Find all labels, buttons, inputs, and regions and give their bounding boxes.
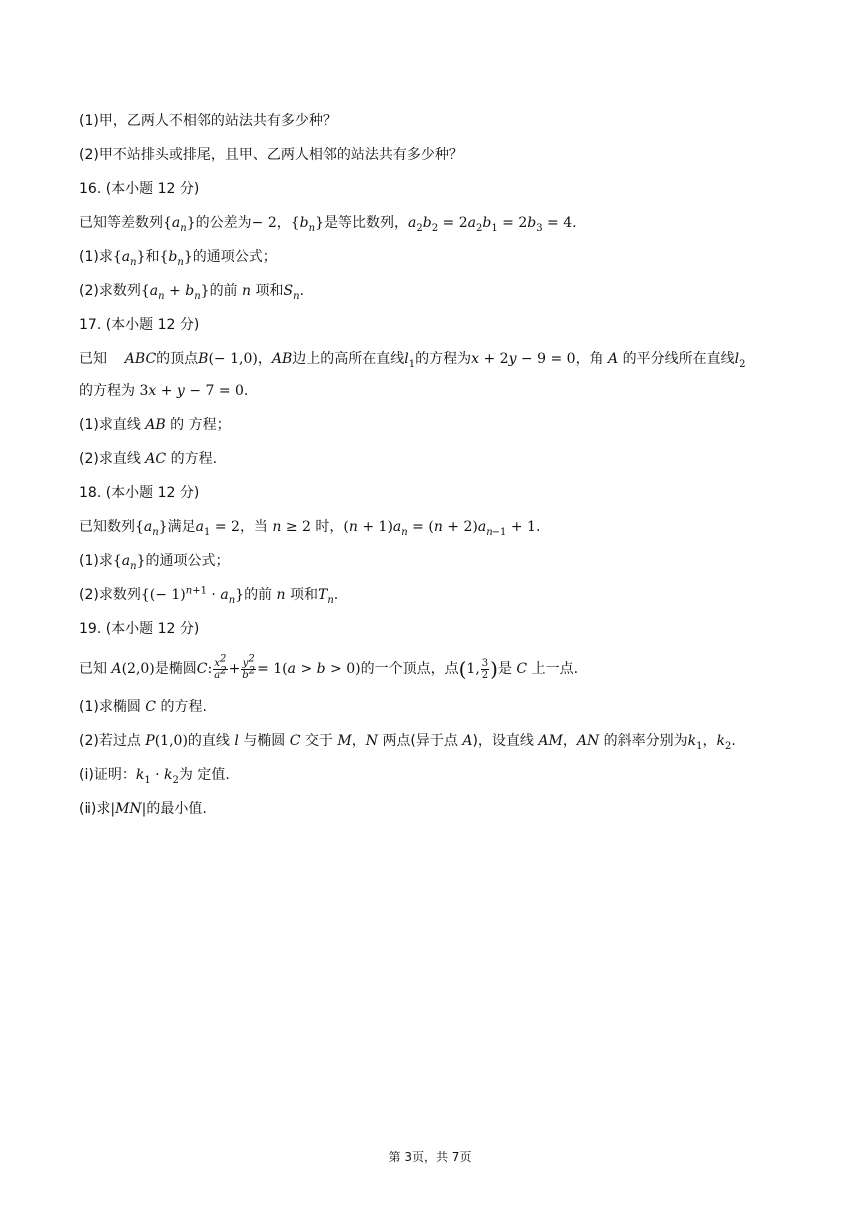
q17-header: 17. (本小题 12 分) [79, 317, 200, 333]
fraction-x2-a2: $\frac{x^2}{a^2}$ [214, 653, 227, 681]
fraction-3-2: $\frac{3}{2}$ [481, 657, 489, 681]
q18-header: 18. (本小题 12 分) [79, 485, 200, 501]
q18-part2: (2)求数列{(− $1)^{n+1} \cdot a_n$}的前 n 项和$T_n$. [79, 585, 339, 606]
q15-part2: (2)甲不站排头或排尾，且甲、乙两人相邻的站法共有多少种？ [79, 147, 463, 163]
q19-stem: 已知 A(2,0)是椭圆C: $\frac{x^2}{a^2}$ + $\frac{y^2}{b^2}$ = 1(a > b > 0)的一个顶点，点(1, $\frac{3}{2}$ )是 C 上一点. [79, 653, 579, 681]
q18-part1: (1)求$\{a_n\}$的通项公式； [79, 553, 230, 572]
q17-part1: (1)求直线 AB 的 方程； [79, 417, 231, 433]
q19-part1: (1)求椭圆 C 的方程. [79, 699, 207, 715]
q17-stem: 已知 ABC的顶点B(− 1,0)，AB边上的高所在直线$l_1$的方程为x + 2y − 9 = 0，角 A 的平分线所在直线$l_2$ [79, 351, 746, 370]
q19-sub2: (ⅱ)求|MN|的最小值. [79, 801, 207, 817]
q16-part1: (1)求$\{a_n\}$和$\{b_n\}$的通项公式； [79, 249, 277, 268]
q16-stem: 已知等差数列$\{a_n\}$的公差为− 2，$\{b_n\}$是等比数列，$a_2b_2 = 2a_2b_1 = 2b_3 = 4$. [79, 215, 577, 234]
q19-header: 19. (本小题 12 分) [79, 621, 200, 637]
page-footer: 第 3页，共 7页 [388, 1150, 472, 1164]
q17-part2: (2)求直线 AC 的方程. [79, 451, 218, 467]
q19-sub1: (ⅰ)证明：$k_1 \cdot k_2$为 定值. [79, 767, 230, 786]
q16-part2: (2)求数列$\{a_n + b_n\}$的前 n 项和$S_n$. [79, 283, 304, 302]
q18-stem: 已知数列$\{a_n\}$满足$a_1 = 2$，当 n ≥ 2 时，$(n + 1)a_n = (n + 2)a_{n-1} + 1$. [79, 519, 541, 538]
fraction-y2-b2: $\frac{y^2}{b^2}$ [242, 653, 256, 681]
q15-part1: (1)甲，乙两人不相邻的站法共有多少种？ [79, 113, 337, 129]
q16-header: 16. (本小题 12 分) [79, 181, 200, 197]
q19-part2: (2)若过点 P(1,0)的直线 l 与椭圆 C 交于 M，N 两点(异于点 A)，设直线 AM，AN 的斜率分别为$k_1$，$k_2$. [79, 733, 736, 752]
q17-stem-cont: 的方程为 3x + y − 7 = 0. [79, 383, 249, 399]
